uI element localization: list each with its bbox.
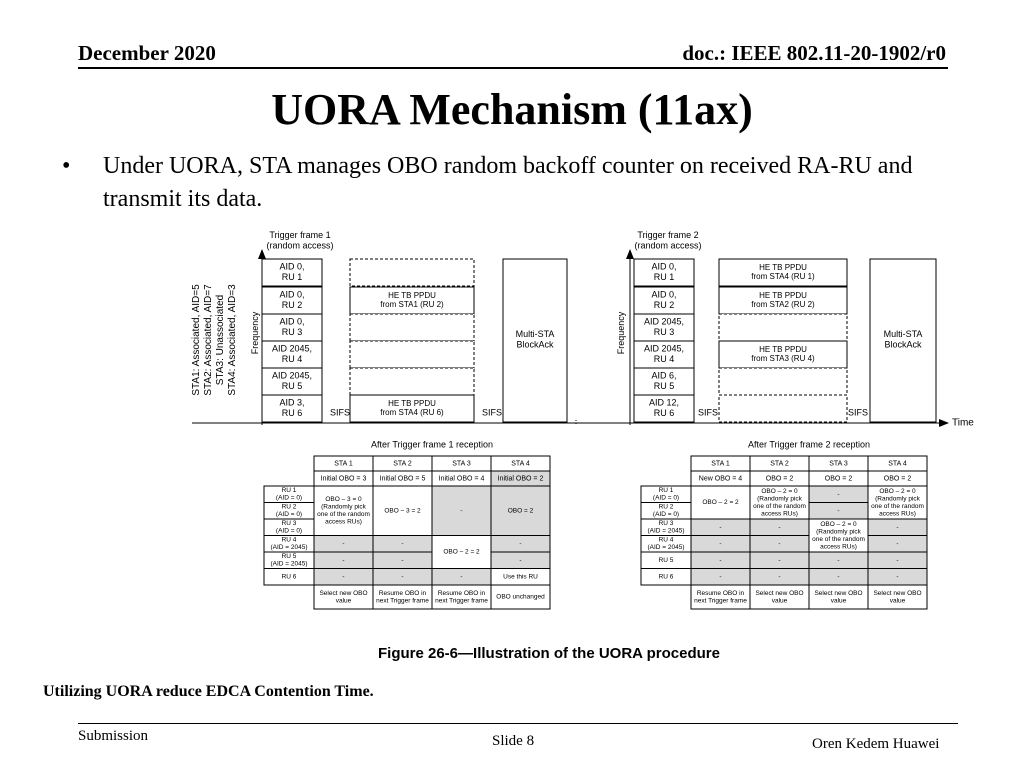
- trigger-2-ru-label: AID 0,: [651, 289, 677, 300]
- blockack-label: Multi-STA: [515, 329, 555, 340]
- ppdu-slot: [350, 314, 474, 341]
- trigger-frame-1-title: (random access): [266, 240, 334, 251]
- table-2-cell-text: OBO – 2 = 0: [761, 487, 798, 495]
- table-2-header: STA 2: [770, 460, 789, 468]
- table-1-initial: Initial OBO = 2: [497, 475, 544, 483]
- table-2-row-label: RU 5: [658, 556, 674, 564]
- ppdu-slot: [350, 259, 474, 286]
- trigger-frame-2-title: Trigger frame 2: [637, 230, 699, 241]
- table-2-initial: New OBO = 4: [698, 475, 743, 483]
- table-1-row-label: RU 5: [281, 553, 297, 561]
- ppdu-sta1-ru2: from STA1 (RU 2): [380, 300, 444, 310]
- table-1-footer: OBO unchanged: [496, 593, 545, 601]
- table-1-cell-text: -: [519, 540, 522, 548]
- table-1-row-label: (AID = 0): [275, 527, 303, 535]
- ppdu-slot: [719, 368, 847, 395]
- ppdu-sta2-ru2: from STA2 (RU 2): [751, 300, 815, 310]
- table-1-footer: Select new OBO: [319, 589, 368, 597]
- table-2-row-label: (AID = 0): [652, 494, 680, 502]
- ppdu-sta4-ru6: HE TB PPDU: [388, 399, 436, 409]
- table-2-row-label: RU 4: [658, 536, 674, 544]
- figure-caption: Figure 26-6—Illustration of the UORA procedure: [378, 645, 720, 662]
- sta-label: STA2: Associated, AID=7: [203, 284, 214, 396]
- table-2-initial: OBO = 2: [824, 475, 853, 483]
- table-2-footer: value: [771, 597, 788, 605]
- sta-label: STA3: Unassociated: [215, 294, 226, 386]
- blockack-label: BlockAck: [516, 339, 554, 350]
- header-doc-id: doc.: IEEE 802.11-20-1902/r0: [682, 41, 946, 65]
- trigger-1-ru-label: AID 0,: [279, 289, 305, 300]
- table-2-cell-text: -: [837, 573, 840, 581]
- table-1-cell-text: OBO – 2 = 2: [443, 548, 480, 556]
- table-1-cell-text: Use this RU: [503, 573, 538, 581]
- table-2-cell-text: access RUs): [820, 543, 857, 551]
- table-1-row-label: RU 1: [281, 487, 297, 495]
- sta-label: STA4: Associated, AID=3: [227, 284, 238, 396]
- ppdu-slot: [719, 395, 847, 422]
- sifs-label: SIFS: [847, 407, 869, 418]
- table-1-row-label: (AID = 0): [275, 494, 303, 502]
- table-2-cell-text: one of the random: [753, 502, 806, 510]
- table-1-cell-text: access RUs): [325, 518, 362, 526]
- table-2-cell-text: -: [719, 573, 722, 581]
- trigger-frame-1-title: Trigger frame 1: [269, 230, 331, 241]
- sifs-label: SIFS: [481, 407, 503, 418]
- table-2-title: After Trigger frame 2 reception: [747, 439, 871, 450]
- trigger-frame-2-title: (random access): [634, 240, 702, 251]
- table-1-row-label: RU 6: [281, 573, 297, 581]
- table-2-footer: next Trigger frame: [694, 597, 747, 605]
- trigger-2-ru-label: RU 4: [653, 354, 675, 365]
- table-1-cell-text: -: [342, 573, 345, 581]
- table-2-cell-text: (Randomly pick: [875, 495, 920, 503]
- table-2-cell-text: access RUs): [761, 510, 798, 518]
- table-2-cell-text: -: [896, 523, 899, 531]
- table-1-cell-text: -: [460, 573, 463, 581]
- table-2-cell-text: -: [896, 573, 899, 581]
- table-1-cell-text: -: [401, 540, 404, 548]
- footer-author: Oren Kedem Huawei: [812, 736, 940, 752]
- table-2-cell-text: -: [837, 490, 840, 498]
- table-1-cell-text: -: [342, 556, 345, 564]
- sifs-label: SIFS: [329, 407, 351, 418]
- table-2-cell-text: -: [778, 523, 781, 531]
- trigger-1-ru-label: RU 4: [281, 354, 303, 365]
- table-1-footer: value: [335, 597, 352, 605]
- trigger-1-ru-label: RU 6: [281, 408, 303, 419]
- table-2-cell-text: -: [837, 507, 840, 515]
- ppdu-slot: [719, 314, 847, 341]
- trigger-2-ru-label: RU 1: [653, 272, 675, 283]
- trigger-1-ru-label: RU 2: [281, 300, 303, 311]
- table-1-header: STA 2: [393, 460, 412, 468]
- table-2-footer: value: [889, 597, 906, 605]
- table-1-cell-text: OBO – 3 = 0: [325, 496, 362, 504]
- footer-slide-number: Slide 8: [492, 733, 535, 749]
- table-1-cell-text: one of the random: [317, 511, 370, 519]
- trigger-1-ru-label: AID 2045,: [271, 370, 313, 381]
- table-1-row-label: (AID = 2045): [270, 560, 308, 568]
- table-2-cell-text: OBO – 2 = 2: [702, 499, 739, 507]
- table-2-cell-text: -: [837, 556, 840, 564]
- table-2-cell-text: -: [778, 573, 781, 581]
- table-2-cell-text: -: [719, 556, 722, 564]
- trigger-1-ru-label: AID 2045,: [271, 343, 313, 354]
- trigger-1-ru-label: AID 0,: [279, 316, 305, 327]
- table-1-title: After Trigger frame 1 reception: [370, 439, 494, 450]
- table-2-cell-text: one of the random: [812, 535, 865, 543]
- table-2-footer: Select new OBO: [814, 589, 863, 597]
- table-1-row-label: RU 2: [281, 503, 297, 511]
- table-1-header: STA 1: [334, 460, 353, 468]
- table-1-footer: next Trigger frame: [435, 597, 488, 605]
- trigger-2-ru-label: AID 12,: [648, 397, 680, 408]
- frequency-axis-label: Frequency: [250, 311, 260, 355]
- table-1-row-label: RU 4: [281, 536, 297, 544]
- trigger-1-ru-label: AID 0,: [279, 261, 305, 272]
- ppdu-sta2-ru2: HE TB PPDU: [759, 291, 807, 301]
- table-2-cell-text: one of the random: [871, 502, 924, 510]
- table-1-initial: Initial OBO = 5: [379, 475, 426, 483]
- table-1-row-label: (AID = 2045): [270, 544, 308, 552]
- table-2-row-label: (AID = 2045): [647, 544, 685, 552]
- ppdu-sta1-ru2: HE TB PPDU: [388, 291, 436, 301]
- table-2-cell-text: -: [896, 556, 899, 564]
- table-1-cell-text: -: [460, 507, 463, 515]
- table-2-row-label: RU 1: [658, 487, 674, 495]
- table-2-row-label: (AID = 0): [652, 511, 680, 519]
- table-2-row-label: RU 2: [658, 503, 674, 511]
- table-2-footer: value: [830, 597, 847, 605]
- table-2-cell-text: -: [719, 540, 722, 548]
- table-2-cell-text: -: [778, 540, 781, 548]
- table-1-footer: Resume OBO in: [378, 589, 427, 597]
- table-2-footer: Select new OBO: [873, 589, 922, 597]
- table-2-footer: Resume OBO in: [696, 589, 745, 597]
- ppdu-sta4-ru6: from STA4 (RU 6): [380, 408, 444, 418]
- table-2-cell-text: -: [896, 540, 899, 548]
- blockack-label: BlockAck: [884, 339, 922, 350]
- table-2-row-label: RU 6: [658, 573, 674, 581]
- trigger-2-ru-label: RU 6: [653, 408, 675, 419]
- table-1-footer: Resume OBO in: [437, 589, 486, 597]
- table-1-row-label: RU 3: [281, 520, 297, 528]
- table-1-initial: Initial OBO = 4: [438, 475, 485, 483]
- table-1-header: STA 4: [511, 460, 530, 468]
- trigger-2-ru-label: AID 6,: [651, 370, 677, 381]
- table-1-initial: Initial OBO = 3: [320, 475, 367, 483]
- table-2-row-label: (AID = 2045): [647, 527, 685, 535]
- sta-label: STA1: Associated, AID=5: [191, 284, 202, 396]
- table-2-header: STA 3: [829, 460, 848, 468]
- table-2-initial: OBO = 2: [765, 475, 794, 483]
- bullet-text: Under UORA, STA manages OBO random backoff counter on received RA-RU and transmit its data.: [103, 153, 913, 212]
- slide-title: UORA Mechanism (11ax): [271, 85, 753, 134]
- table-1-row-label: (AID = 0): [275, 511, 303, 519]
- table-2-cell-text: access RUs): [879, 510, 916, 518]
- blockack-label: Multi-STA: [883, 329, 923, 340]
- table-2-header: STA 4: [888, 460, 907, 468]
- table-1-footer: next Trigger frame: [376, 597, 429, 605]
- trigger-1-ru-label: RU 5: [281, 381, 303, 392]
- time-axis-label: Time: [952, 417, 974, 429]
- table-2-row-label: RU 3: [658, 520, 674, 528]
- table-1-cell-text: -: [519, 556, 522, 564]
- table-1-cell-text: OBO – 3 = 2: [384, 507, 421, 515]
- trigger-2-ru-label: RU 5: [653, 381, 675, 392]
- trigger-2-ru-label: AID 0,: [651, 261, 677, 272]
- ppdu-sta4-ru1: HE TB PPDU: [759, 263, 807, 273]
- table-2-cell-text: OBO – 2 = 0: [879, 487, 916, 495]
- footer-rule: [78, 723, 958, 724]
- trigger-2-ru-label: RU 2: [653, 300, 675, 311]
- table-1-cell-text: OBO = 2: [507, 507, 534, 515]
- table-1-header: STA 3: [452, 460, 471, 468]
- sifs-label: SIFS: [697, 407, 719, 418]
- table-2-cell-text: (Randomly pick: [757, 495, 802, 503]
- table-2-cell-text: (Randomly pick: [816, 528, 861, 536]
- table-2-cell-text: -: [778, 556, 781, 564]
- trigger-2-ru-label: AID 2045,: [643, 316, 685, 327]
- trigger-1-ru-label: AID 3,: [279, 397, 305, 408]
- bullet-marker: •: [62, 153, 71, 179]
- trigger-2-ru-label: AID 2045,: [643, 343, 685, 354]
- table-1-cell-text: -: [401, 556, 404, 564]
- table-2-initial: OBO = 2: [883, 475, 912, 483]
- table-1-cell-text: (Randomly pick: [321, 503, 366, 511]
- header-date: December 2020: [78, 41, 216, 65]
- trigger-1-ru-label: RU 1: [281, 272, 303, 283]
- table-1-cell-text: -: [342, 540, 345, 548]
- table-2-cell-text: OBO – 2 = 0: [820, 520, 857, 528]
- trigger-2-ru-label: RU 3: [653, 327, 675, 338]
- table-2-cell-text: -: [719, 523, 722, 531]
- table-2-header: STA 1: [711, 460, 730, 468]
- trigger-1-ru-label: RU 3: [281, 327, 303, 338]
- summary-note: Utilizing UORA reduce EDCA Contention Time.: [43, 683, 374, 700]
- ppdu-sta3-ru4: HE TB PPDU: [759, 345, 807, 355]
- ppdu-slot: [350, 368, 474, 395]
- ppdu-sta4-ru1: from STA4 (RU 1): [751, 272, 815, 282]
- table-1-cell-text: -: [401, 573, 404, 581]
- footer-submission: Submission: [78, 728, 149, 744]
- frequency-axis-label: Frequency: [616, 311, 626, 355]
- ppdu-sta3-ru4: from STA3 (RU 4): [751, 354, 815, 364]
- ppdu-slot: [350, 341, 474, 368]
- table-2-footer: Select new OBO: [755, 589, 804, 597]
